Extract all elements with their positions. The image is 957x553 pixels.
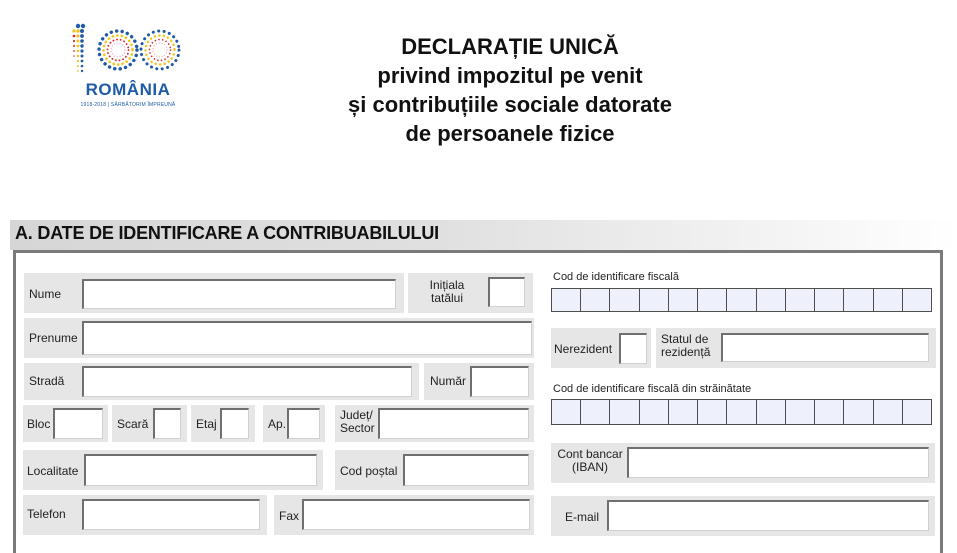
bloc-label: Bloc — [27, 417, 51, 431]
prenume-panel — [24, 318, 534, 358]
cif-cell[interactable] — [903, 289, 931, 311]
telefon-label: Telefon — [27, 507, 66, 521]
cif-cell[interactable] — [698, 289, 727, 311]
scara-panel — [112, 405, 187, 442]
document-title — [300, 32, 720, 148]
cif-label: Cod de identificare fiscală — [553, 271, 679, 283]
cif-cell[interactable] — [552, 289, 581, 311]
ap-label: Ap. — [268, 417, 287, 431]
cif-cell[interactable] — [727, 289, 756, 311]
cif-strainatate-cell[interactable] — [552, 400, 581, 424]
cod-postal-input[interactable] — [403, 454, 529, 486]
email-panel — [551, 496, 935, 536]
nume-label: Nume — [29, 287, 62, 301]
cod-postal-panel — [335, 450, 534, 490]
cif-cell[interactable] — [640, 289, 669, 311]
initiala-label: Inițiala tatălui — [429, 278, 465, 305]
cif-cell[interactable] — [815, 289, 844, 311]
judet-panel — [335, 405, 534, 442]
initiala-input[interactable] — [488, 277, 525, 307]
cif-strainatate-cell[interactable] — [581, 400, 610, 424]
cif-strainatate-cell[interactable] — [727, 400, 756, 424]
email-label: E-mail — [565, 510, 600, 524]
cif-strainatate-cell[interactable] — [669, 400, 698, 424]
scara-label: Scară — [117, 417, 149, 431]
etaj-label: Etaj — [196, 417, 217, 431]
numar-panel — [424, 363, 534, 400]
etaj-panel — [191, 405, 255, 442]
centenary-100-icon — [68, 22, 188, 82]
cif-cell[interactable] — [581, 289, 610, 311]
telefon-panel — [23, 495, 267, 535]
cif-strainatate-cell[interactable] — [815, 400, 844, 424]
cif-strainatate-cell[interactable] — [640, 400, 669, 424]
fax-label: Fax — [279, 509, 300, 523]
bloc-panel — [23, 405, 108, 442]
statul-rezidenta-panel — [656, 328, 936, 368]
nerezident-label: Nerezident — [554, 342, 613, 356]
cif-strainatate-cell[interactable] — [786, 400, 815, 424]
cod-postal-label: Cod poștal — [340, 464, 398, 478]
prenume-input[interactable] — [82, 321, 532, 355]
nume-input[interactable] — [82, 279, 396, 309]
numar-label: Număr — [430, 374, 467, 388]
nerezident-panel — [551, 328, 651, 368]
statul-rezidenta-label: Statul de rezidență — [661, 332, 711, 359]
cif-grid[interactable] — [551, 288, 932, 312]
judet-input[interactable] — [378, 408, 529, 439]
cif-strainatate-label: Cod de identificare fiscală din străinătate — [553, 383, 752, 395]
romania-centenary-logo — [68, 22, 188, 122]
logo-tagline: 1918-2018 | SĂRBĂTORIM ÎMPREUNĂ — [80, 102, 176, 108]
localitate-panel — [23, 450, 323, 490]
cif-cell[interactable] — [757, 289, 786, 311]
bloc-input[interactable] — [53, 408, 103, 439]
localitate-label: Localitate — [27, 464, 79, 478]
logo-wordmark: ROMÂNIA — [85, 80, 171, 99]
judet-label: Județ/ Sector — [340, 408, 375, 435]
cif-cell[interactable] — [874, 289, 903, 311]
cif-strainatate-cell[interactable] — [698, 400, 727, 424]
section-title: A. DATE DE IDENTIFICARE A CONTRIBUABILULUI — [15, 223, 439, 243]
nume-panel — [24, 273, 404, 313]
cif-strainatate-cell[interactable] — [844, 400, 873, 424]
cif-cell[interactable] — [786, 289, 815, 311]
scara-input[interactable] — [153, 408, 181, 439]
strada-label: Stradă — [29, 374, 65, 388]
title-line-2: privind impozitul pe venit — [377, 63, 643, 88]
numar-input[interactable] — [470, 366, 529, 397]
cif-strainatate-cell[interactable] — [610, 400, 639, 424]
strada-input[interactable] — [82, 366, 412, 397]
cif-cell[interactable] — [610, 289, 639, 311]
iban-input[interactable] — [627, 447, 929, 478]
nerezident-checkbox[interactable] — [619, 333, 647, 364]
title-line-4: de persoanele fizice — [405, 121, 615, 146]
title-line-3: și contribuțiile sociale datorate — [348, 92, 672, 117]
ap-input[interactable] — [287, 408, 320, 439]
fax-input[interactable] — [302, 499, 530, 530]
cif-cell[interactable] — [669, 289, 698, 311]
cif-cell[interactable] — [844, 289, 873, 311]
statul-rezidenta-input[interactable] — [721, 333, 929, 362]
cif-strainatate-grid[interactable] — [551, 399, 932, 425]
email-input[interactable] — [607, 500, 929, 531]
title-line-1: DECLARAȚIE UNICĂ — [401, 34, 619, 59]
initiala-panel — [408, 273, 533, 313]
localitate-input[interactable] — [84, 454, 317, 486]
etaj-input[interactable] — [220, 408, 249, 439]
section-header — [10, 220, 957, 250]
iban-panel — [551, 443, 935, 483]
cif-strainatate-cell[interactable] — [757, 400, 786, 424]
fax-panel — [274, 495, 534, 535]
telefon-input[interactable] — [82, 499, 260, 530]
strada-panel — [24, 363, 419, 400]
cif-strainatate-cell[interactable] — [874, 400, 903, 424]
cif-strainatate-cell[interactable] — [903, 400, 931, 424]
prenume-label: Prenume — [29, 331, 78, 345]
iban-label: Cont bancar (IBAN) — [557, 447, 623, 474]
ap-panel — [263, 405, 325, 442]
